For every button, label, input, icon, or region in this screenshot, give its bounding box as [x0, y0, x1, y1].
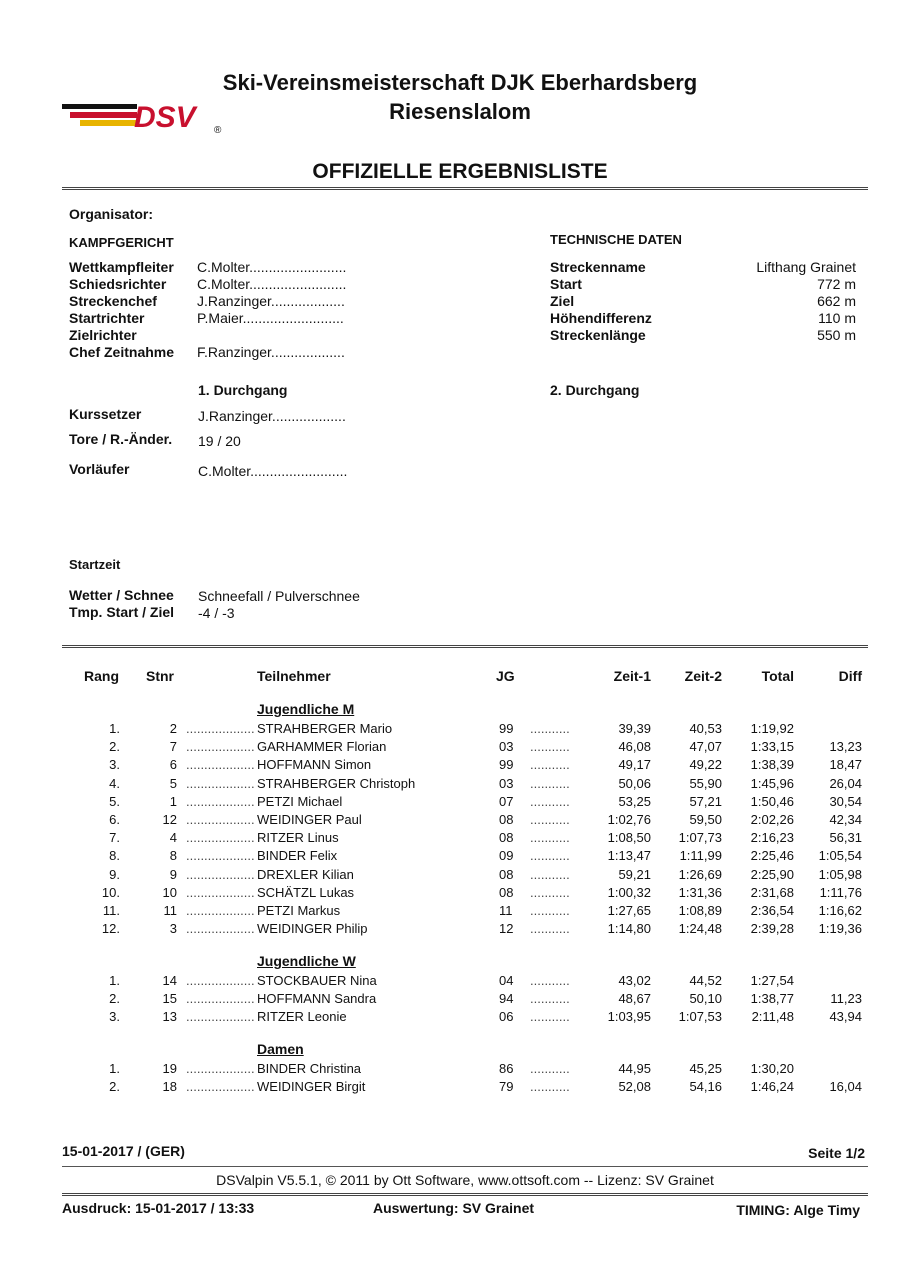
jg-cell: 07: [499, 793, 514, 809]
kurssetzer-label: Kurssetzer: [69, 406, 142, 422]
footer-auswertung: Auswertung: SV Grainet: [373, 1200, 535, 1216]
rang-cell: 5.: [109, 793, 120, 809]
table-row: [0, 867, 915, 885]
zeit2-cell: 1:31,36: [678, 884, 722, 900]
tore-label: Tore / R.-Änder.: [69, 431, 173, 447]
officials-list: [69, 259, 469, 361]
col-stnr: Stnr: [146, 668, 174, 684]
diff-cell: 26,04: [829, 775, 862, 791]
footer-software: DSValpin V5.5.1, © 2011 by Ott Software, www.ottsoft.com -- Lizenz: SV Grainet: [216, 1172, 714, 1188]
leader-dots: ...........: [530, 812, 570, 827]
table-row: [0, 1009, 915, 1027]
kurssetzer-value: J.Ranzinger...................: [198, 408, 346, 424]
stnr-cell: 2: [169, 721, 177, 736]
jg-cell: 11: [499, 903, 513, 918]
table-row: [0, 757, 915, 775]
total-cell: 2:39,28: [750, 921, 794, 937]
jg-cell: 04: [499, 973, 514, 988]
total-cell: 1:38,39: [750, 757, 794, 773]
leader-dots: ...................: [186, 739, 255, 755]
tech-value: Lifthang Grainet: [756, 259, 856, 275]
zeit1-cell: 48,67: [618, 991, 651, 1007]
zeit1-cell: 1:02,76: [607, 812, 651, 827]
name-cell: PETZI Michael: [257, 793, 343, 809]
zeit2-cell: 59,50: [689, 812, 722, 827]
zeit2-cell: 44,52: [689, 973, 722, 988]
leader-dots: ...................: [186, 812, 255, 827]
tech-data-list: [550, 259, 856, 344]
header-divider: [62, 187, 868, 190]
rang-cell: 3.: [109, 757, 120, 773]
table-row: [0, 1079, 915, 1097]
footer-rule-top: [62, 1166, 868, 1167]
stnr-cell: 10: [162, 884, 177, 900]
official-role: Schiedsrichter: [69, 276, 167, 292]
zeit1-cell: 1:13,47: [607, 848, 651, 864]
event-title: Ski-Vereinsmeisterschaft DJK Eberhardsberg: [222, 70, 698, 95]
zeit2-cell: 54,16: [689, 1079, 722, 1095]
leader-dots: ...........: [530, 991, 570, 1007]
leader-dots: ...........: [530, 830, 570, 846]
total-cell: 1:38,77: [750, 991, 794, 1007]
table-row: [0, 776, 915, 794]
diff-cell: 1:16,62: [818, 903, 862, 918]
jg-cell: 94: [499, 991, 514, 1007]
leader-dots: ...................: [186, 1061, 255, 1076]
stnr-cell: 19: [162, 1061, 177, 1076]
rang-cell: 1.: [109, 1061, 120, 1076]
zeit2-cell: 55,90: [689, 775, 722, 791]
leader-dots: ...................: [186, 866, 255, 882]
official-role: Chef Zeitnahme: [69, 344, 175, 360]
name-cell: HOFFMANN Simon: [257, 757, 372, 773]
name-cell: BINDER Felix: [257, 848, 338, 864]
zeit2-cell: 1:08,89: [678, 903, 722, 918]
official-name: C.Molter.........................: [197, 276, 347, 292]
vorlaeufer-value: C.Molter.........................: [198, 463, 348, 479]
stnr-cell: 6: [169, 757, 177, 773]
diff-cell: 1:19,36: [818, 921, 862, 937]
diff-cell: 30,54: [829, 793, 862, 809]
leader-dots: ...................: [186, 1009, 255, 1025]
name-cell: STRAHBERGER Mario: [257, 721, 393, 736]
total-cell: 1:45,96: [750, 775, 794, 791]
zeit2-cell: 49,22: [689, 757, 722, 773]
rang-cell: 10.: [101, 884, 120, 900]
leader-dots: ...........: [530, 775, 570, 791]
total-cell: 2:36,54: [750, 903, 794, 918]
table-row: [0, 721, 915, 739]
official-name: J.Ranzinger...................: [197, 293, 345, 309]
leader-dots: ...........: [530, 793, 570, 809]
rang-cell: 6.: [109, 812, 120, 827]
leader-dots: ...................: [186, 1079, 255, 1095]
rang-cell: 9.: [109, 866, 120, 882]
diff-cell: 1:05,54: [818, 848, 862, 864]
rang-cell: 4.: [109, 775, 120, 791]
group-heading: Damen: [257, 1041, 304, 1057]
footer-ausdruck: Ausdruck: 15-01-2017 / 13:33: [62, 1200, 255, 1216]
zeit2-cell: 1:24,48: [678, 921, 722, 937]
diff-cell: 1:05,98: [818, 866, 862, 882]
zeit1-cell: 59,21: [618, 866, 651, 882]
table-row: [0, 973, 915, 991]
zeit1-cell: 49,17: [618, 757, 651, 773]
group-heading: Jugendliche W: [257, 953, 356, 969]
zeit2-cell: 45,25: [689, 1061, 722, 1076]
tech-value: 110 m: [818, 310, 856, 326]
name-cell: SCHÄTZL Lukas: [257, 884, 355, 900]
dsv-logo: [62, 100, 227, 136]
total-cell: 1:27,54: [750, 973, 794, 988]
diff-cell: 42,34: [829, 812, 862, 827]
zeit1-cell: 1:00,32: [607, 884, 651, 900]
diff-cell: 13,23: [829, 739, 862, 755]
name-cell: PETZI Markus: [257, 903, 341, 918]
zeit2-cell: 57,21: [689, 793, 722, 809]
zeit1-cell: 1:08,50: [607, 830, 651, 846]
table-row: [0, 848, 915, 866]
name-cell: BINDER Christina: [257, 1061, 362, 1076]
table-row: [0, 739, 915, 757]
total-cell: 2:11,48: [751, 1009, 794, 1025]
zeit2-cell: 1:26,69: [678, 866, 722, 882]
leader-dots: ...........: [530, 884, 570, 900]
stnr-cell: 3: [169, 921, 177, 937]
stnr-cell: 11: [163, 903, 177, 918]
rang-cell: 2.: [109, 739, 120, 755]
zeit2-cell: 47,07: [689, 739, 722, 755]
tech-value: 772 m: [817, 276, 856, 292]
official-role: Streckenchef: [69, 293, 157, 309]
name-cell: STOCKBAUER Nina: [257, 973, 377, 988]
leader-dots: ...........: [530, 1079, 570, 1095]
total-cell: 2:31,68: [750, 884, 794, 900]
rang-cell: 11.: [102, 903, 120, 918]
leader-dots: ...................: [186, 884, 255, 900]
total-cell: 2:16,23: [750, 830, 794, 846]
leader-dots: ...................: [186, 793, 255, 809]
stnr-cell: 9: [169, 866, 177, 882]
leader-dots: ...................: [186, 757, 255, 773]
leader-dots: ...................: [186, 991, 255, 1007]
zeit2-cell: 1:07,53: [678, 1009, 722, 1025]
zeit2-cell: 40,53: [689, 721, 722, 736]
rang-cell: 2.: [109, 1079, 120, 1095]
startzeit-label: Startzeit: [69, 557, 121, 572]
name-cell: HOFFMANN Sandra: [257, 991, 377, 1007]
stnr-cell: 14: [162, 973, 177, 988]
tmp-value: -4 / -3: [198, 605, 235, 621]
leader-dots: ...........: [530, 973, 570, 988]
diff-cell: 56,31: [829, 830, 862, 846]
jg-cell: 86: [499, 1061, 514, 1076]
leader-dots: ...........: [530, 848, 570, 864]
tech-value: 662 m: [817, 293, 856, 309]
name-cell: WEIDINGER Birgit: [257, 1079, 366, 1095]
col-total: Total: [761, 668, 794, 684]
leader-dots: ...........: [530, 866, 570, 882]
jg-cell: 99: [499, 721, 514, 736]
leader-dots: ...................: [186, 830, 255, 846]
total-cell: 2:25,90: [750, 866, 794, 882]
jg-cell: 03: [499, 775, 514, 791]
jg-cell: 79: [499, 1079, 514, 1095]
event-discipline: Riesenslalom: [389, 99, 531, 124]
jg-cell: 03: [499, 739, 514, 755]
run1-label: 1. Durchgang: [198, 382, 288, 398]
leader-dots: ...........: [530, 757, 570, 773]
leader-dots: ...................: [186, 848, 255, 864]
zeit2-cell: 1:07,73: [678, 830, 722, 846]
table-divider: [62, 645, 868, 648]
svg-text:®: ®: [214, 125, 222, 136]
total-cell: 1:46,24: [750, 1079, 794, 1095]
tech-label: Ziel: [550, 293, 575, 309]
zeit1-cell: 52,08: [618, 1079, 651, 1095]
rang-cell: 3.: [109, 1009, 120, 1025]
zeit1-cell: 1:03,95: [607, 1009, 651, 1025]
jg-cell: 08: [499, 866, 514, 882]
zeit1-cell: 50,06: [618, 775, 651, 791]
table-row: [0, 794, 915, 812]
footer-timing: TIMING: Alge Timy: [736, 1202, 860, 1218]
footer-page: Seite 1/2: [808, 1145, 865, 1161]
leader-dots: ...........: [530, 1009, 570, 1025]
col-zeit2: Zeit-2: [684, 668, 722, 684]
diff-cell: 16,04: [829, 1079, 862, 1095]
leader-dots: ...................: [186, 973, 255, 988]
stnr-cell: 5: [169, 775, 177, 791]
zeit1-cell: 1:27,65: [607, 903, 651, 918]
leader-dots: ...................: [186, 903, 255, 918]
list-title: OFFIZIELLE ERGEBNISLISTE: [312, 160, 608, 183]
rang-cell: 1.: [109, 721, 120, 736]
stnr-cell: 1: [169, 793, 177, 809]
jg-cell: 99: [499, 757, 514, 773]
official-role: Wettkampfleiter: [69, 259, 174, 275]
official-role: Zielrichter: [69, 327, 137, 343]
tech-label: Streckenlänge: [550, 327, 646, 343]
tech-label: Streckenname: [550, 259, 646, 275]
zeit1-cell: 1:14,80: [607, 921, 651, 937]
rang-cell: 8.: [109, 848, 120, 864]
leader-dots: ...........: [530, 739, 570, 755]
leader-dots: ...................: [186, 921, 255, 937]
tech-data-label: TECHNISCHE DATEN: [550, 232, 682, 247]
wetter-value: Schneefall / Pulverschnee: [198, 588, 360, 604]
leader-dots: ...........: [530, 903, 570, 918]
name-cell: GARHAMMER Florian: [257, 739, 387, 755]
rang-cell: 2.: [109, 991, 120, 1007]
col-zeit1: Zeit-1: [613, 668, 651, 684]
tmp-label: Tmp. Start / Ziel: [69, 604, 175, 620]
zeit2-cell: 1:11,99: [679, 848, 722, 864]
zeit1-cell: 53,25: [618, 793, 651, 809]
organisator-label: Organisator:: [69, 206, 154, 222]
zeit1-cell: 44,95: [618, 1061, 651, 1076]
col-diff: Diff: [838, 668, 862, 684]
total-cell: 2:02,26: [750, 812, 794, 827]
footer-rule-bottom: [62, 1193, 868, 1196]
jg-cell: 06: [499, 1009, 514, 1025]
tore-value: 19 / 20: [198, 433, 241, 449]
logo-text: DSV: [134, 101, 196, 134]
leader-dots: ...........: [530, 1061, 570, 1076]
total-cell: 1:33,15: [750, 739, 794, 755]
table-row: [0, 991, 915, 1009]
tech-label: Start: [550, 276, 582, 292]
leader-dots: ...................: [186, 721, 255, 736]
total-cell: 1:19,92: [750, 721, 794, 736]
total-cell: 2:25,46: [750, 848, 794, 864]
official-name: C.Molter.........................: [197, 259, 347, 275]
jg-cell: 09: [499, 848, 514, 864]
leader-dots: ...........: [530, 921, 570, 937]
diff-cell: 43,94: [829, 1009, 862, 1025]
name-cell: RITZER Linus: [257, 830, 339, 846]
table-row: [0, 830, 915, 848]
jg-cell: 08: [499, 812, 514, 827]
stnr-cell: 4: [169, 830, 177, 846]
jg-cell: 12: [499, 921, 514, 937]
table-row: [0, 812, 915, 830]
jg-cell: 08: [499, 830, 514, 846]
name-cell: WEIDINGER Philip: [257, 921, 368, 937]
name-cell: DREXLER Kilian: [257, 866, 354, 882]
footer-date: 15-01-2017 / (GER): [62, 1143, 185, 1159]
jg-cell: 08: [499, 884, 514, 900]
rang-cell: 7.: [109, 830, 120, 846]
kampfgericht-label: KAMPFGERICHT: [69, 235, 174, 250]
vorlaeufer-label: Vorläufer: [69, 461, 130, 477]
zeit2-cell: 50,10: [689, 991, 722, 1007]
tech-value: 550 m: [817, 327, 856, 343]
diff-cell: 1:11,76: [819, 884, 862, 900]
col-rang: Rang: [84, 668, 119, 684]
table-row: [0, 903, 915, 921]
run2-label: 2. Durchgang: [550, 382, 640, 398]
stnr-cell: 13: [162, 1009, 177, 1025]
name-cell: STRAHBERGER Christoph: [257, 775, 416, 791]
name-cell: RITZER Leonie: [257, 1009, 347, 1025]
table-row: [0, 885, 915, 903]
official-role: Startrichter: [69, 310, 145, 326]
official-name: P.Maier..........................: [197, 310, 344, 326]
stnr-cell: 18: [162, 1079, 177, 1095]
stnr-cell: 7: [169, 739, 177, 755]
name-cell: WEIDINGER Paul: [257, 812, 362, 827]
table-row: [0, 921, 915, 939]
rang-cell: 12.: [101, 921, 120, 937]
col-teilnehmer: Teilnehmer: [257, 668, 331, 684]
stnr-cell: 8: [169, 848, 177, 864]
leader-dots: ...........: [530, 721, 570, 736]
rang-cell: 1.: [109, 973, 120, 988]
total-cell: 1:30,20: [750, 1061, 794, 1076]
total-cell: 1:50,46: [750, 793, 794, 809]
zeit1-cell: 43,02: [618, 973, 651, 988]
diff-cell: 11,23: [830, 991, 862, 1007]
stnr-cell: 12: [162, 812, 177, 827]
wetter-label: Wetter / Schnee: [69, 587, 174, 603]
group-heading: Jugendliche M: [257, 701, 355, 717]
leader-dots: ...................: [186, 775, 255, 791]
tech-label: Höhendifferenz: [550, 310, 652, 326]
zeit1-cell: 39,39: [618, 721, 651, 736]
diff-cell: 18,47: [829, 757, 862, 773]
stnr-cell: 15: [162, 991, 177, 1007]
official-name: F.Ranzinger...................: [197, 344, 345, 360]
table-row: [0, 1061, 915, 1079]
col-jg: JG: [496, 668, 515, 684]
zeit1-cell: 46,08: [618, 739, 651, 755]
